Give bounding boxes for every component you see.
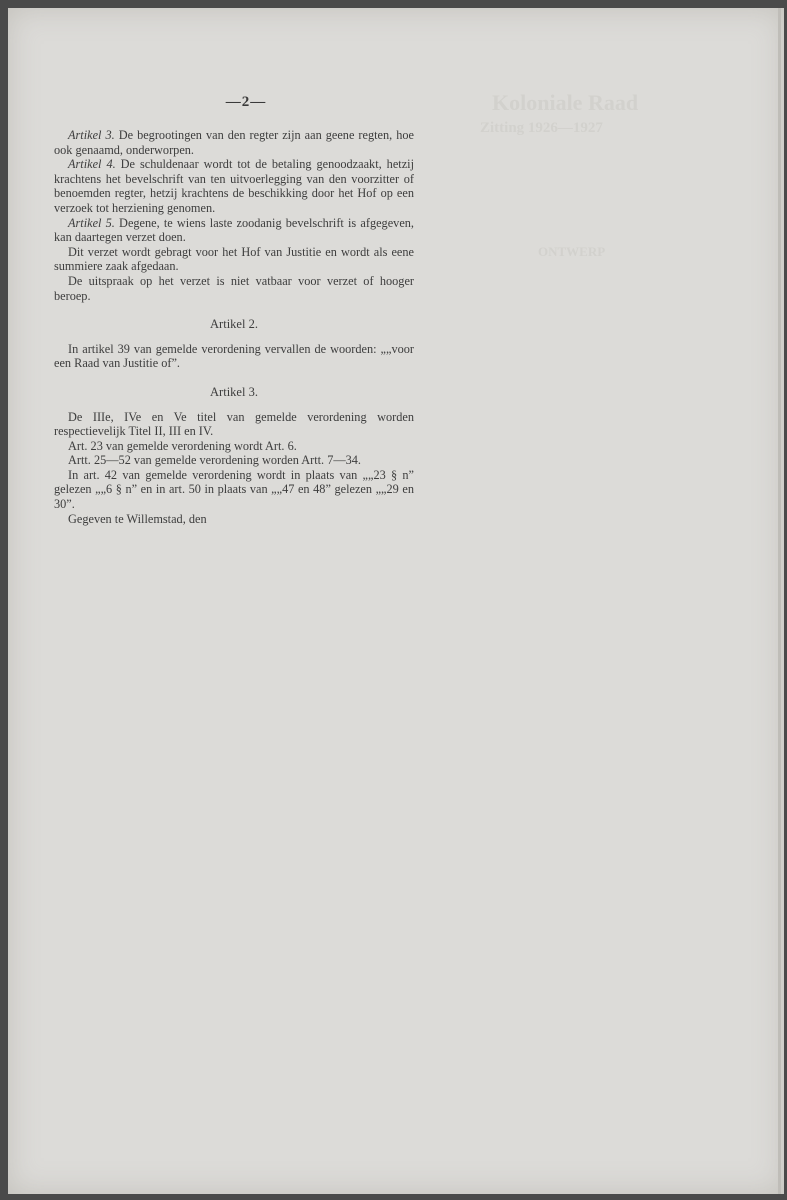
paragraph-verzet: Dit verzet wordt gebragt voor het Hof van Justitie en wordt als eene summiere zaak afgedaan. <box>54 244 414 274</box>
signature-line: Gegeven te Willemstad, den <box>68 511 207 526</box>
paragraph-artikel-4 <box>54 157 414 215</box>
paragraph-artikel-3 <box>54 128 414 157</box>
bleed-through-text: ONTWERP <box>538 244 606 259</box>
paragraph-uitspraak: De uitspraak op het verzet is niet vatbaar voor verzet of hooger beroep. <box>54 273 414 303</box>
bleed-through-text: Koloniale Raad <box>492 90 639 115</box>
document-body <box>54 128 414 526</box>
page-number: —2— <box>225 94 267 110</box>
article-text: De begrootingen van den regter zijn aan geene regten, hoe ook genaamd, onderworpen. <box>54 128 414 157</box>
heading-artikel-2: Artikel 2. <box>210 317 258 332</box>
paragraph-art-42: In art. 42 van gemelde verordening wordt in plaats van „„23 § n” gelezen „„6 § n” en in art. 50 in plaats van „„47 en 48” gelezen „„29 en 30”. <box>54 467 414 512</box>
article-label: Artikel 5. <box>68 215 115 230</box>
paragraph-art-23: Art. 23 van gemelde verordening wordt Art. 6. <box>68 438 297 453</box>
paragraph-artikel-5 <box>54 216 414 245</box>
paragraph-titels: De IIIe, IVe en Ve titel van gemelde verordening worden respectievelijk Titel II, III en IV. <box>54 409 414 439</box>
article-text: Degene, te wiens laste zoodanig bevelschrift is afgegeven, kan daartegen verzet doen. <box>54 215 414 245</box>
article-text: De schuldenaar wordt tot de betaling genoodzaakt, hetzij krachtens het bevelschrift van ten uitvoerlegging van den voorzitter of benoemden regter, hetzij krachtens de beschikking door het Hof op een verzoek tot herziening genomen. <box>54 157 414 215</box>
heading-artikel-3: Artikel 3. <box>210 384 258 399</box>
document-page <box>8 8 784 1194</box>
paragraph-artikel-2: In artikel 39 van gemelde verordening vervallen de woorden: „„voor een Raad van Justitie of”. <box>54 341 414 371</box>
article-label: Artikel 3. <box>68 128 115 142</box>
article-label: Artikel 4. <box>68 157 116 172</box>
paragraph-artt-25-52: Artt. 25—52 van gemelde verordening worden Artt. 7—34. <box>68 453 362 468</box>
page-edge <box>778 8 781 1194</box>
bleed-through-text: Zitting 1926—1927 <box>480 120 603 136</box>
